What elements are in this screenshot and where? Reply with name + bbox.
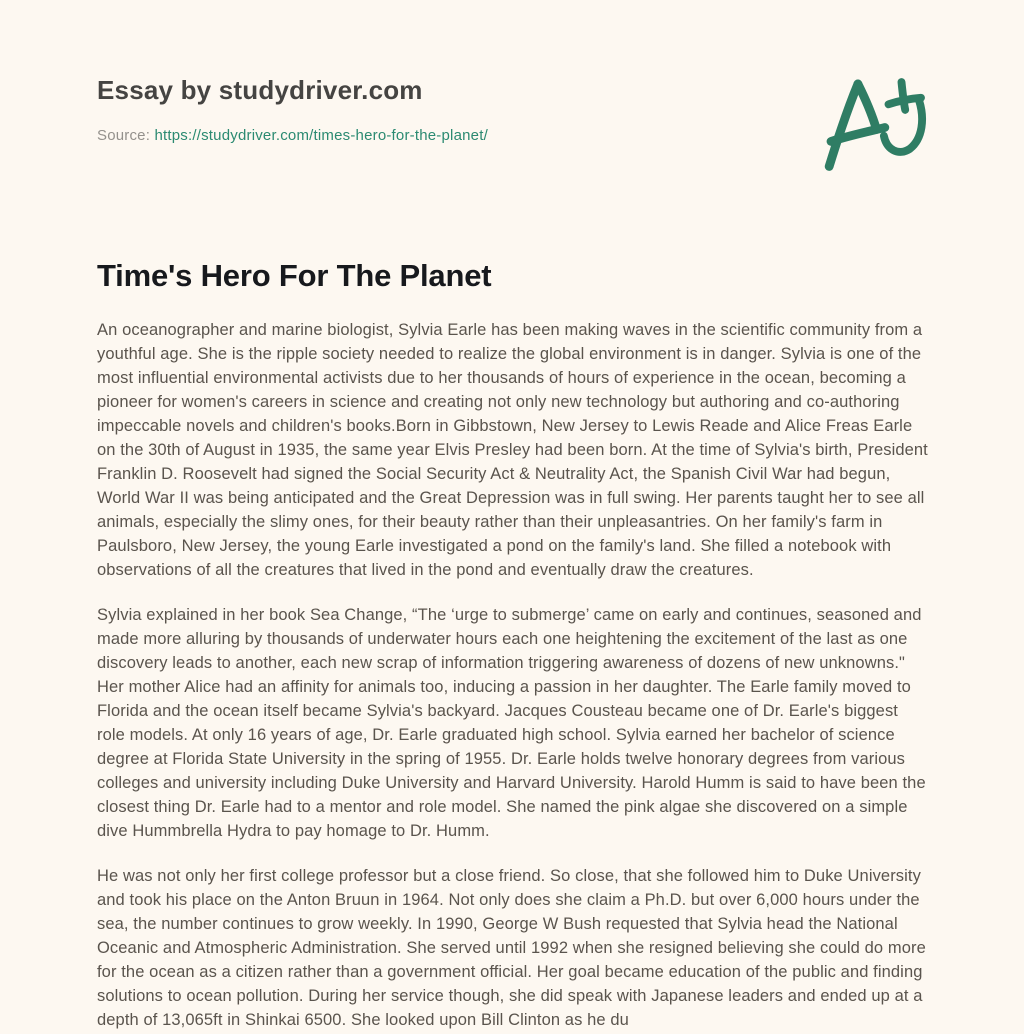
header-text-block xyxy=(97,70,488,144)
source-url-link[interactable]: https://studydriver.com/times-hero-for-the-planet/ xyxy=(154,126,488,144)
site-title: Essay by studydriver.com xyxy=(97,75,423,105)
essay-body xyxy=(97,318,928,1032)
a-plus-logo-icon xyxy=(818,70,934,172)
source-line xyxy=(97,127,488,144)
page-header xyxy=(97,70,928,172)
source-label: Source: xyxy=(97,126,151,144)
essay-paragraph: He was not only her first college professor but a close friend. So close, that she followed him to Duke University and took his place on the Anton Bruun in 1964. Not only does she claim a Ph.D. but over 6,000 hours under the sea, the number continues to grow weekly. In 1990, George W Bush requested that Sylvia head the National Oceanic and Atmospheric Administration. She served until 1992 when she resigned believing she could do more for the ocean as a citizen rather than a government official. Her goal became education of the public and finding solutions to ocean pollution. During her service though, she did speak with Japanese leaders and ended up at a depth of 13,065ft in Shinkai 6500. She looked upon Bill Clinton as he du xyxy=(97,866,926,1029)
essay-title: Time's Hero For The Planet xyxy=(97,258,492,293)
essay-paragraph: An oceanographer and marine biologist, Sylvia Earle has been making waves in the scientific community from a youthful age. She is the ripple society needed to realize the global environment is in danger. Sylvia is one of the most influential environmental activists due to her thousands of hours of experience in the ocean, becoming a pioneer for women's careers in science and creating not only new technology but authoring and co-authoring impeccable novels and children's books.Born in Gibbstown, New Jersey to Lewis Reade and Alice Freas Earle on the 30th of August in 1935, the same year Elvis Presley had been born. At the time of Sylvia's birth, President Franklin D. Roosevelt had signed the Social Security Act & Neutrality Act, the Spanish Civil War had begun, World War II was being anticipated and the Great Depression was in full swing. Her parents taught her to see all animals, especially the slimy ones, for their beauty rather than their unpleasantries. On her family's farm in Paulsboro, New Jersey, the young Earle investigated a pond on the family's land. She filled a notebook with observations of all the creatures that lived in the pond and eventually draw the creatures. xyxy=(97,320,928,579)
essay-paragraph: Sylvia explained in her book Sea Change, “The ‘urge to submerge’ came on early and continues, seasoned and made more alluring by thousands of underwater hours each one heightening the excitement of the last as one discovery leads to another, each new scrap of information triggering awareness of dozens of new unknowns." Her mother Alice had an affinity for animals too, inducing a passion in her daughter. The Earle family moved to Florida and the ocean itself became Sylvia's backyard. Jacques Cousteau became one of Dr. Earle's biggest role models. At only 16 years of age, Dr. Earle graduated high school. Sylvia earned her bachelor of science degree at Florida State University in the spring of 1955. Dr. Earle holds twelve honorary degrees from various colleges and university including Duke University and Harvard University. Harold Humm is said to have been the closest thing Dr. Earle had to a mentor and role model. She named the pink algae she discovered on a simple dive Hummbrella Hydra to pay homage to Dr. Humm. xyxy=(97,605,926,840)
